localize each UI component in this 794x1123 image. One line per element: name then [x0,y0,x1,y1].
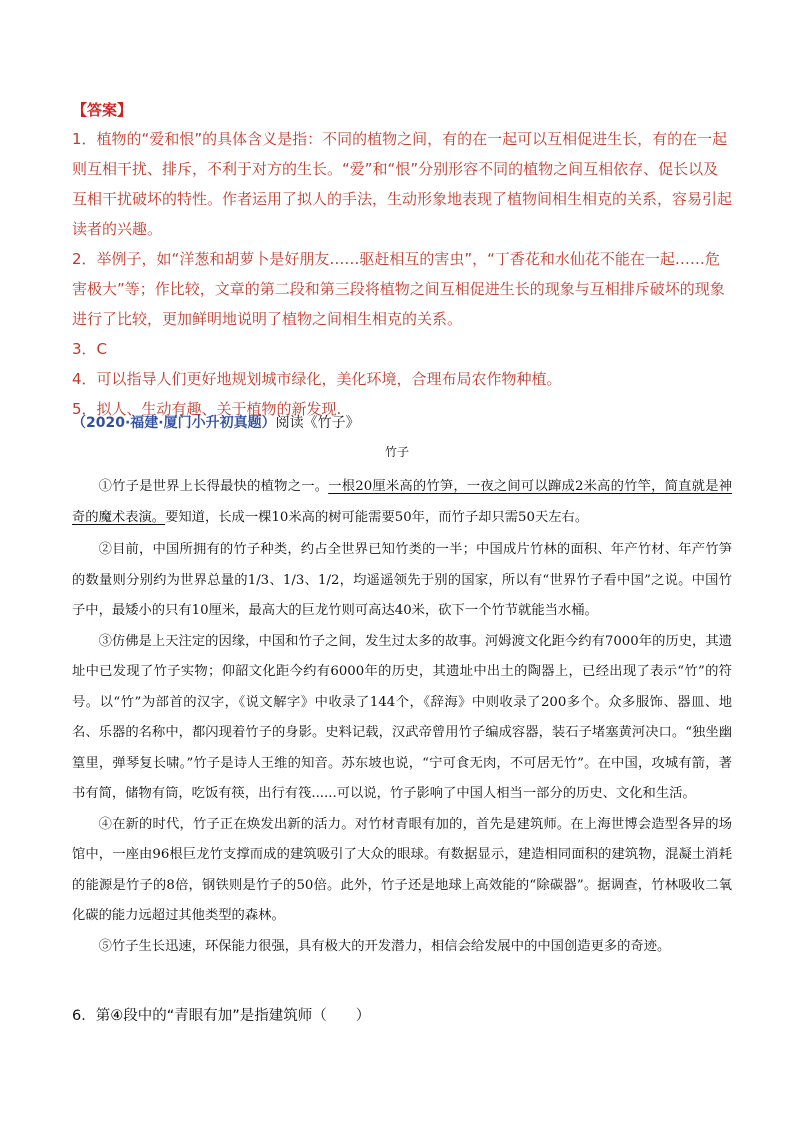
article-paragraph-2: ②目前，中国所拥有的竹子种类，约占全世界已知竹类的一半；中国成片竹林的面积、年产竹材、年产竹笋的数量则分别约为世界总量的1/3、1/3、1/2，均遥遥领先于别的国家，所以有“世界竹子看中国”之说。中国竹子中，最矮小的只有10厘米，最高大的巨龙竹则可高达40米，砍下一个竹节就能当水桶。 [72,542,732,618]
article-title: 竹子 [384,445,409,459]
question-6: 6．第④段中的“青眼有加”是指建筑师（ ） [72,1008,371,1024]
article-paragraph-3: ③仿佛是上天注定的因缘，中国和竹子之间，发生过太多的故事。河姆渡文化距今约有7000年的历史，其遗址中已发现了竹子实物；仰韶文化距今约有6000年的历史，其遗址中出土的陶器上，已经出现了表示“竹”的符号。以“竹”为部首的汉字，《说文解字》中收录了144个，《辞海》中则收录了200多个。众多服饰、器皿、地名、乐器的名称中，都闪现着竹子的身影。史料记载，汉武帝曾用竹子编成容器，装石子堵塞黄河决口。“独坐幽篁里，弹琴复长啸。”竹子是诗人王维的知音。苏东坡也说，“宁可食无肉，不可居无竹”。在中国，攻城有箭，著书有简，储物有筒，吃饭有筷，出行有筏......可以说，竹子影响了中国人相当一部分的历史、文化和生活。 [72,633,732,801]
paragraph-1-tail: 要知道，长成一棵10米高的树可能需要50年，而竹子却只需50天左右。 [165,509,589,525]
paragraph-1-lead: ①竹子是世界上长得最快的植物之一。 [98,479,329,494]
source-line [72,411,732,435]
answer-item-4: 4．可以指导人们更好地规划城市绿化，美化环境，合理布局农作物种植。 [72,370,562,388]
paragraph-1-underlined: 一根20厘米高的竹笋，一夜之间可以蹿成2米高的竹竿，简直就是神奇的魔术表演。 [72,479,732,525]
answer-label: 【答案】 [72,101,133,119]
source-tag: （2020·福建·厦门小升初真题） [72,415,276,431]
source-instruction: 阅读《竹子》 [275,415,360,431]
answer-item-1: 1．植物的“爱和恨”的具体含义是指：不同的植物之间，有的在一起可以互相促进生长，有的在一起则互相干扰、排斥，不利于对方的生长。“爱”和“恨”分别形容不同的植物之间互相依存、促长以及互相干扰破坏的特性。作者运用了拟人的手法，生动形象地表现了植物间相生相克的关系，容易引起读者的兴趣。 [72,130,733,238]
article-body [72,472,732,962]
answer-section [72,96,732,424]
article-paragraph-1 [72,472,732,533]
article-paragraph-5: ⑤竹子生长迅速，环保能力很强，具有极大的开发潜力，相信会给发展中的中国创造更多的奇迹。 [98,938,671,954]
answer-item-3: 3．C [72,340,108,358]
article-paragraph-4: ④在新的时代，竹子正在焕发出新的活力。对竹材青眼有加的，首先是建筑师。在上海世博会造型各异的场馆中，一座由96根巨龙竹支撑而成的建筑吸引了大众的眼球。有数据显示，建造相同面积的建筑物，混凝土消耗的能源是竹子的8倍，钢铁则是竹子的50倍。此外，竹子还是地球上高效能的“除碳器”。据调查，竹林吸收二氧化碳的能力远超过其他类型的森林。 [72,816,732,923]
answer-item-2: 2．举例子，如“洋葱和胡萝卜是好朋友……驱赶相互的害虫”，“丁香花和水仙花不能在一起……危害极大”等；作比较，文章的第二段和第三段将植物之间互相促进生长的现象与互相排斥破坏的现象进行了比较，更加鲜明地说明了植物之间相生相克的关系。 [72,250,725,328]
answer-item-5: 5．拟人、生动有趣、关于植物的新发现. [72,400,342,418]
